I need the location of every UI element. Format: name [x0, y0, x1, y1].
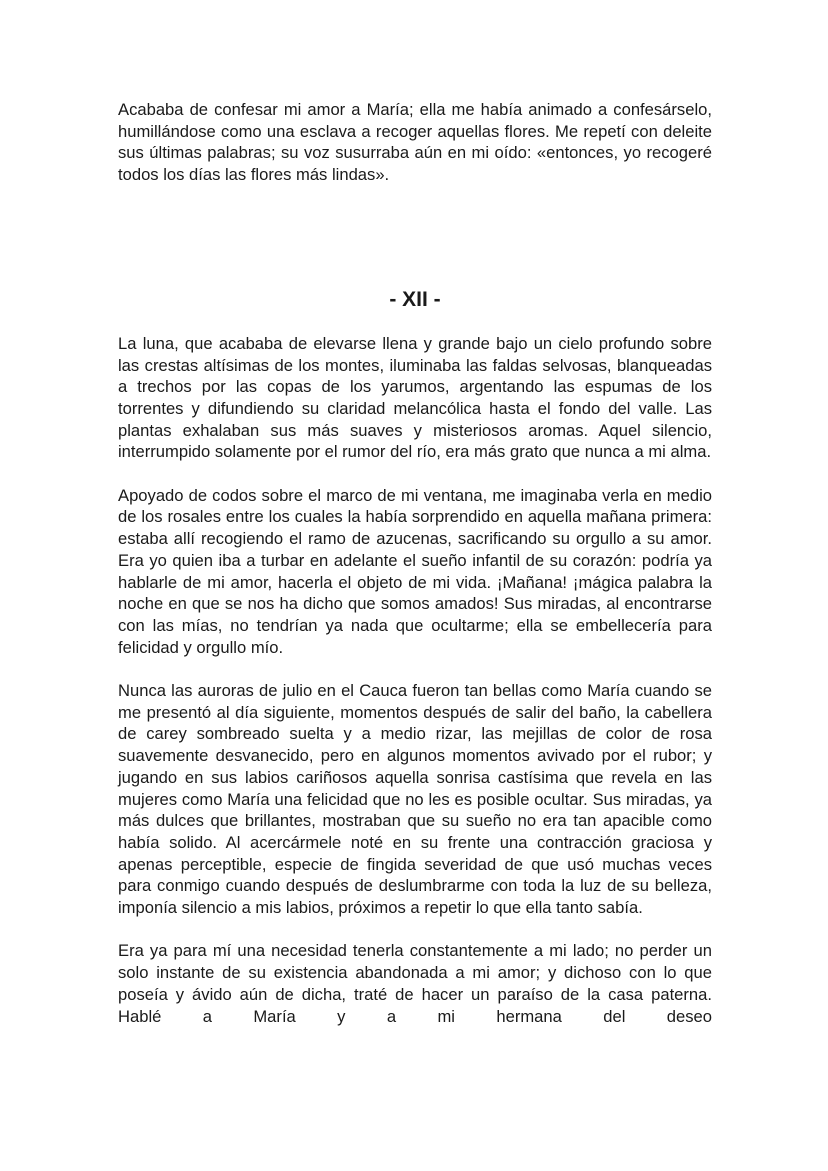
paragraph-1: La luna, que acababa de elevarse llena y grande bajo un cielo profundo sobre las crestas altísimas de los montes, iluminaba las faldas selvosas, blanqueadas a trechos por las copas de los yarumos, argentando las espumas de los torrentes y difundiendo su claridad melancólica hasta el fondo del valle. Las plantas exhalaban sus más suaves y misteriosos aromas. Aquel silencio, interrumpido solamente por el rumor del río, era más grato que nunca a mi alma. [118, 333, 712, 462]
paragraph-2: Apoyado de codos sobre el marco de mi ventana, me imaginaba verla en medio de los rosales entre los cuales la había sorprendido en aquella mañana primera: estaba allí recogiendo el ramo de azucenas, sacrificando su orgullo a su amor. Era yo quien iba a turbar en adelante el sueño infantil de su corazón: podría ya hablarle de mi amor, hacerla el objeto de mi vida. ¡Mañana! ¡mágica palabra la noche en que se nos ha dicho que somos amados! Sus miradas, al encontrarse con las mías, no tendrían ya nada que ocultarme; ella se embellecería para felicidad y orgullo mío. [118, 485, 712, 657]
paragraph-4: Era ya para mí una necesidad tenerla constantemente a mi lado; no perder un solo instante de su existencia abandonada a mi amor; y dichoso con lo que poseía y ávido aún de dicha, traté de hacer un paraíso de la casa paterna. Hablé a María y a mi hermana del deseo [118, 941, 712, 1026]
document-page [118, 99, 712, 1027]
spacer [118, 313, 712, 333]
intro-paragraph: Acababa de confesar mi amor a María; ella me había animado a confesárselo, humillándose como una esclava a recoger aquellas flores. Me repetí con deleite sus últimas palabras; su voz susurraba aún en mi oído: «entonces, yo recogeré todos los días las flores más lindas». [118, 100, 712, 185]
paragraph-3: Nunca las auroras de julio en el Cauca fueron tan bellas como María cuando se me presentó al día siguiente, momentos después de salir del baño, la cabellera de carey sombreado suelta y a medio rizar, las mejillas de color de rosa suavemente desvanecido, pero en algunos momentos avivado por el rubor; y jugando en sus labios cariñosos aquella sonrisa castísima que revela en las mujeres como María una felicidad que no les es posible ocultar. Sus miradas, ya más dulces que brillantes, mostraban que su sueño no era tan apacible como había solido. Al acercármele noté en su frente una contracción graciosa y apenas perceptible, especie de fingida severidad de que usó muchas veces para conmigo cuando después de deslumbrarme con toda la luz de su belleza, imponía silencio a mis labios, próximos a repetir lo que ella tanto sabía. [118, 681, 712, 918]
chapter-title: - XII - [389, 287, 441, 311]
spacer [118, 186, 712, 287]
